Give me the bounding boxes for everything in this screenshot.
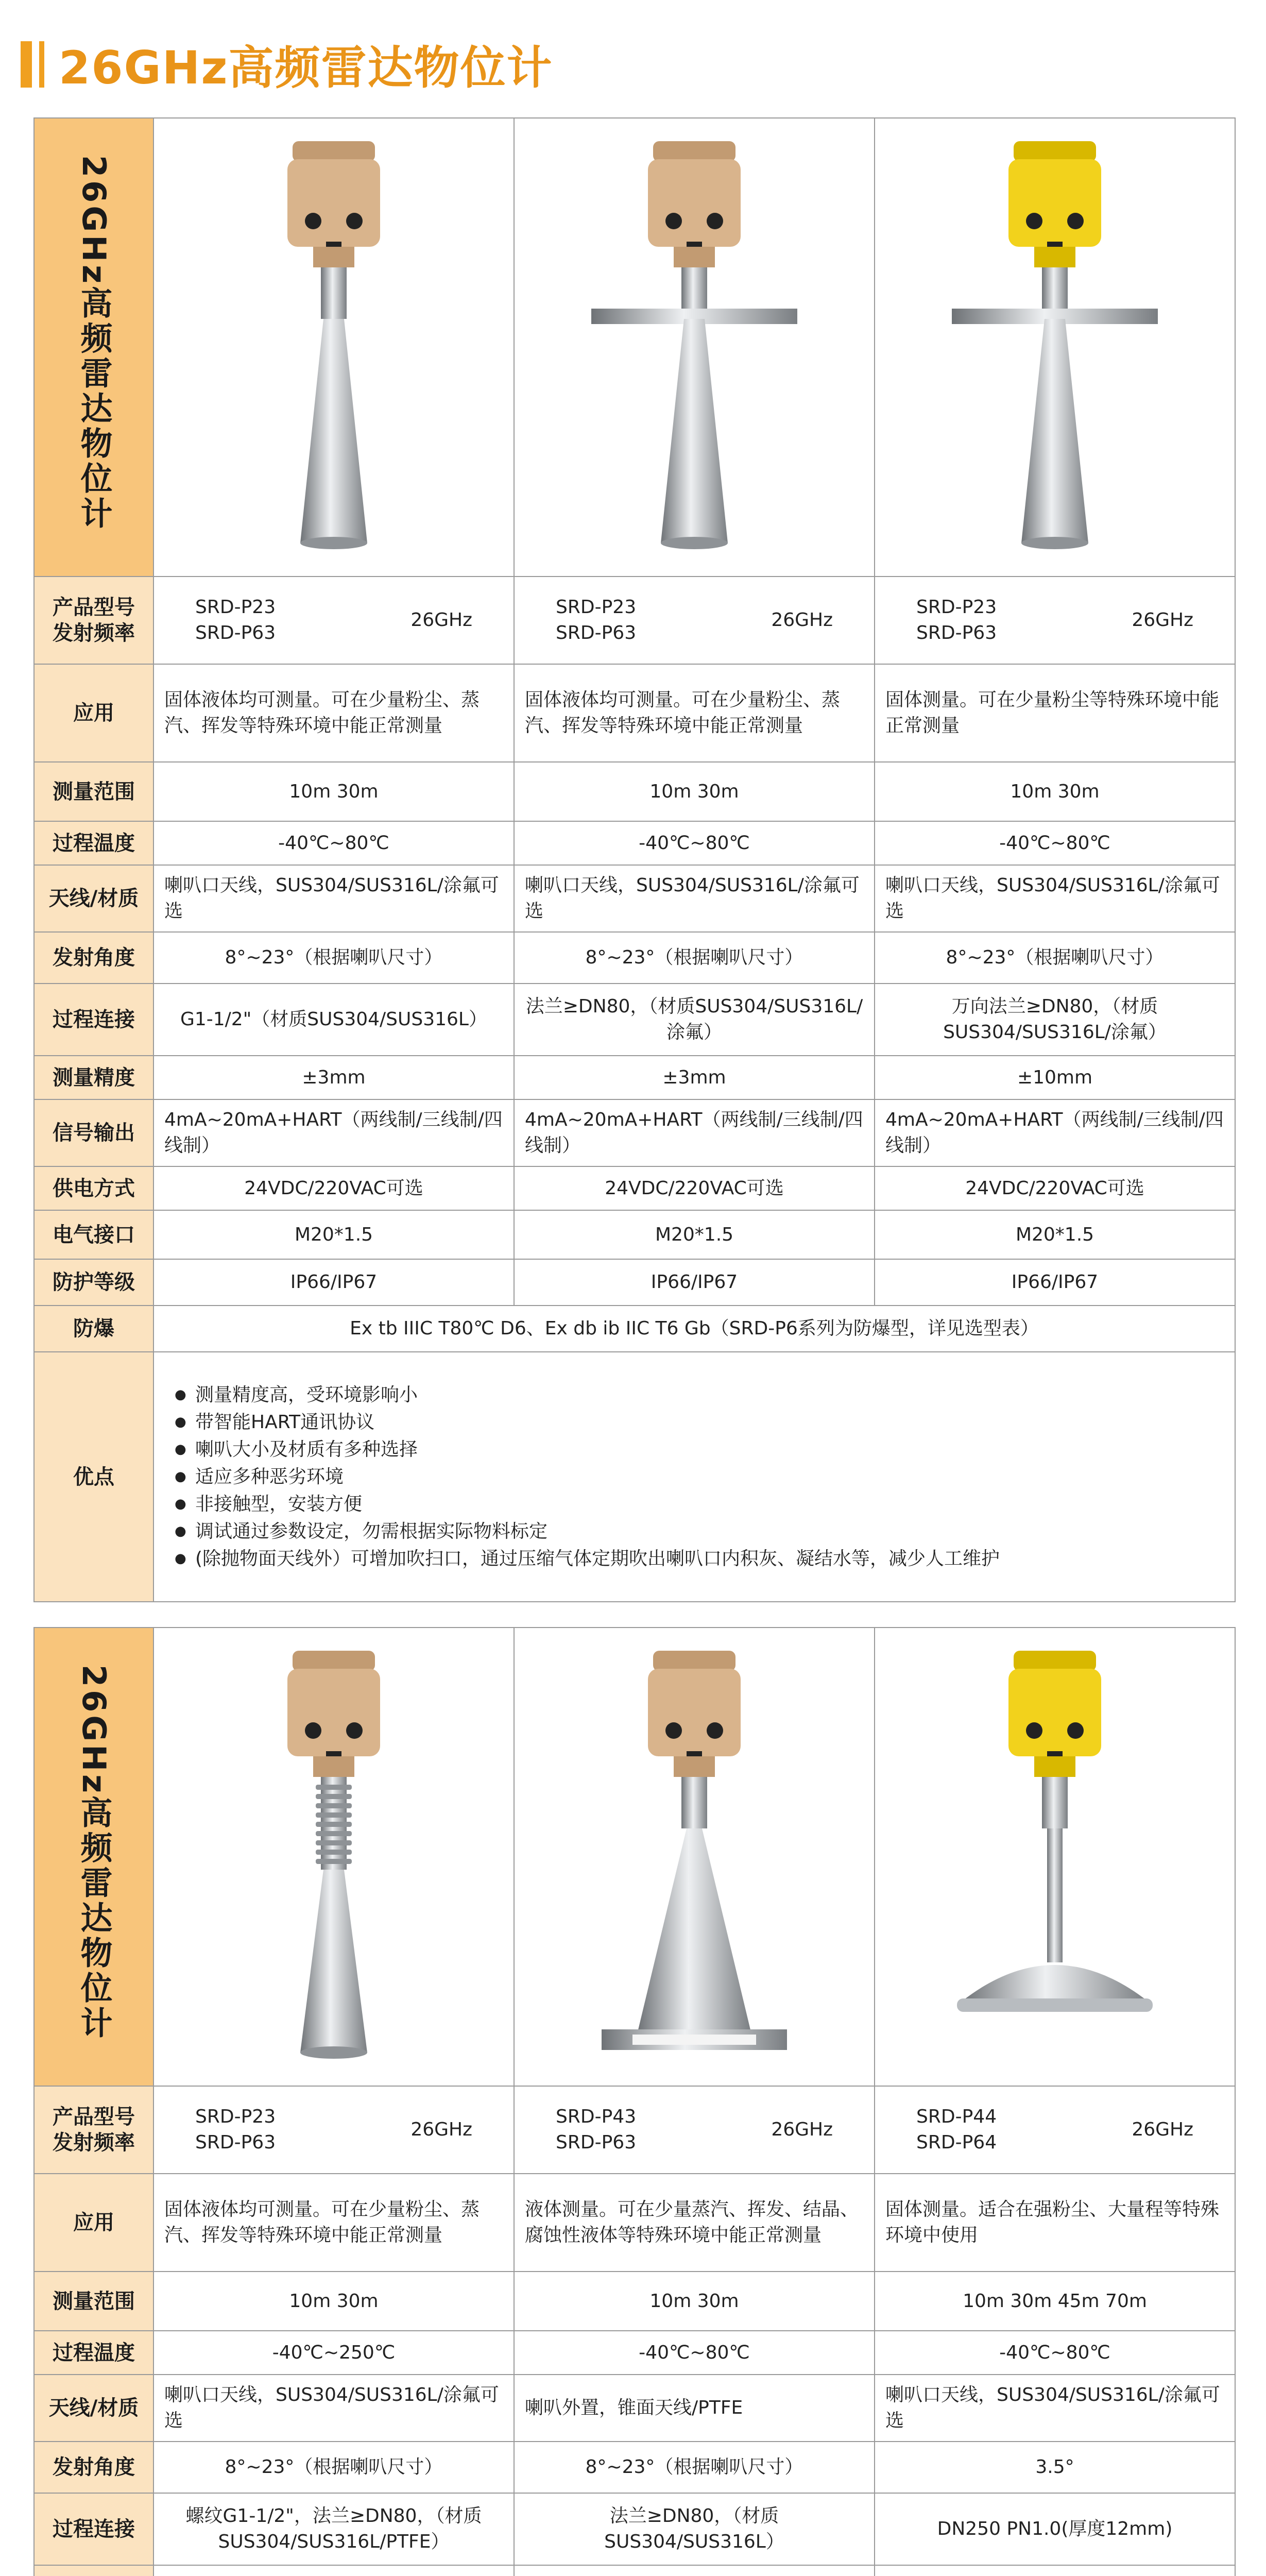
range-value: 10m 30m xyxy=(875,762,1235,821)
temperature-value: -40℃~80℃ xyxy=(514,2331,875,2375)
model-freq-label xyxy=(34,2086,153,2174)
angle-value: 8°~23°（根据喇叭尺寸） xyxy=(514,2442,875,2493)
protection-value: IP66/IP67 xyxy=(153,1259,514,1306)
range-value: 10m 30m xyxy=(514,762,875,821)
product-image-cell xyxy=(875,1628,1235,2086)
spec-table-2 xyxy=(33,1627,1236,2576)
model-number: SRD-P63 xyxy=(195,622,276,643)
angle-value: 8°~23°（根据喇叭尺寸） xyxy=(153,2442,514,2493)
parabolic-antenna-radar-yellow-icon xyxy=(942,1640,1168,2073)
accuracy-value: ±10mm xyxy=(875,1056,1235,1099)
range-row xyxy=(34,2272,1235,2331)
model-number: SRD-P63 xyxy=(556,622,637,643)
model-frequency-cell xyxy=(153,577,514,664)
antenna-label: 天线/材质 xyxy=(34,865,153,932)
connection-value: G1-1/2"（材质SUS304/SUS316L） xyxy=(153,984,514,1056)
range-value: 10m 30m xyxy=(153,762,514,821)
side-title-cell xyxy=(34,118,153,577)
advantage-item: ● 测量精度高，受环境影响小 xyxy=(195,1381,1224,1409)
antenna-row xyxy=(34,2375,1235,2442)
antenna-value: 喇叭口天线，SUS304/SUS316L/涂氟可选 xyxy=(875,865,1235,932)
electric-value: M20*1.5 xyxy=(875,1210,1235,1259)
range-value: 10m 30m xyxy=(153,2272,514,2331)
frequency-value: 26GHz xyxy=(410,2119,472,2140)
application-row xyxy=(34,664,1235,762)
connection-value: 法兰≥DN80，（材质SUS304/SUS316L） xyxy=(514,2493,875,2565)
universal-flange-radar-yellow-icon xyxy=(942,131,1168,564)
application-row xyxy=(34,2174,1235,2272)
model-number: SRD-P63 xyxy=(195,2132,276,2153)
application-value: 液体测量。可在少量蒸汽、挥发、结晶、腐蚀性液体等特殊环境中能正常测量 xyxy=(514,2174,875,2272)
connection-value: 万向法兰≥DN80，（材质SUS304/SUS316L/涂氟） xyxy=(875,984,1235,1056)
temperature-label: 过程温度 xyxy=(34,821,153,865)
angle-label: 发射角度 xyxy=(34,932,153,984)
high-temp-horn-radar-beige-icon xyxy=(220,1640,447,2073)
explosion-value: Ex tb IIIC T80℃ D6、Ex db ib IIC T6 Gb（SRD-P6系列为防爆型，详见选型表） xyxy=(153,1306,1235,1352)
model-label: 产品型号 xyxy=(53,2105,135,2129)
signal-label: 信号输出 xyxy=(34,1099,153,1166)
angle-row xyxy=(34,932,1235,984)
page-header xyxy=(21,31,553,98)
range-label: 测量范围 xyxy=(34,2272,153,2331)
signal-row xyxy=(34,1099,1235,1166)
product-image-cell xyxy=(153,118,514,577)
frequency-value: 26GHz xyxy=(1132,609,1193,631)
antenna-value: 喇叭口天线，SUS304/SUS316L/涂氟可选 xyxy=(153,865,514,932)
explosion-row xyxy=(34,1306,1235,1352)
accuracy-value: ±3mm xyxy=(153,1056,514,1099)
side-title: 26GHz高频雷达物位计 xyxy=(75,155,113,532)
model-row xyxy=(34,577,1235,664)
protection-value: IP66/IP67 xyxy=(514,1259,875,1306)
signal-value: 4mA~20mA+HART（两线制/三线制/四线制） xyxy=(875,1099,1235,1166)
power-value: 24VDC/220VAC可选 xyxy=(153,1166,514,1210)
accuracy-row xyxy=(34,2565,1235,2576)
angle-value: 8°~23°（根据喇叭尺寸） xyxy=(875,932,1235,984)
product-image-cell xyxy=(514,1628,875,2086)
electric-value: M20*1.5 xyxy=(514,1210,875,1259)
temperature-value: -40℃~80℃ xyxy=(514,821,875,865)
angle-row xyxy=(34,2442,1235,2493)
image-row xyxy=(34,1628,1235,2086)
page-title: 26GHz高频雷达物位计 xyxy=(59,41,553,94)
model-frequency-cell xyxy=(514,577,875,664)
angle-label: 发射角度 xyxy=(34,2442,153,2493)
power-label: 供电方式 xyxy=(34,1166,153,1210)
model-number: SRD-P44 xyxy=(916,2106,997,2127)
connection-row xyxy=(34,2493,1235,2565)
explosion-label: 防爆 xyxy=(34,1306,153,1352)
power-value: 24VDC/220VAC可选 xyxy=(514,1166,875,1210)
antenna-value: 喇叭外置，锥面天线/PTFE xyxy=(514,2375,875,2442)
model-frequency-cell xyxy=(514,2086,875,2174)
flange-horn-radar-beige-icon xyxy=(581,131,808,564)
temperature-value: -40℃~250℃ xyxy=(153,2331,514,2375)
model-freq-label xyxy=(34,577,153,664)
advantage-item: ● 喇叭大小及材质有多种选择 xyxy=(195,1436,1224,1463)
connection-label: 过程连接 xyxy=(34,2493,153,2565)
advantage-item: ● 调试通过参数设定，勿需根据实际物料标定 xyxy=(195,1518,1224,1545)
model-number: SRD-P23 xyxy=(556,597,637,618)
advantages-list xyxy=(164,1371,1224,1583)
angle-value: 3.5° xyxy=(875,2442,1235,2493)
range-value: 10m 30m xyxy=(514,2272,875,2331)
antenna-value: 喇叭口天线，SUS304/SUS316L/涂氟可选 xyxy=(514,865,875,932)
frequency-value: 26GHz xyxy=(771,2119,833,2140)
application-label: 应用 xyxy=(34,664,153,762)
model-frequency-cell xyxy=(875,577,1235,664)
advantage-item: ● 非接触型，安装方便 xyxy=(195,1490,1224,1518)
temperature-label: 过程温度 xyxy=(34,2331,153,2375)
application-label: 应用 xyxy=(34,2174,153,2272)
range-row xyxy=(34,762,1235,821)
frequency-value: 26GHz xyxy=(1132,2119,1193,2140)
antenna-label: 天线/材质 xyxy=(34,2375,153,2442)
model-row xyxy=(34,2086,1235,2174)
frequency-label: 发射频率 xyxy=(53,621,135,645)
product-image-cell xyxy=(153,1628,514,2086)
antenna-row xyxy=(34,865,1235,932)
range-label: 测量范围 xyxy=(34,762,153,821)
title-accent-bars xyxy=(21,41,44,88)
accuracy-value xyxy=(514,2565,875,2576)
side-title: 26GHz高频雷达物位计 xyxy=(75,1665,113,2042)
accuracy-row xyxy=(34,1056,1235,1099)
side-title-cell xyxy=(34,1628,153,2086)
angle-value: 8°~23°（根据喇叭尺寸） xyxy=(514,932,875,984)
accuracy-value xyxy=(153,2565,514,2576)
frequency-value: 26GHz xyxy=(771,609,833,631)
temperature-value: -40℃~80℃ xyxy=(875,2331,1235,2375)
horn-antenna-radar-beige-icon xyxy=(220,131,447,564)
application-value: 固体液体均可测量。可在少量粉尘、蒸汽、挥发等特殊环境中能正常测量 xyxy=(153,664,514,762)
model-number: SRD-P23 xyxy=(195,2106,276,2127)
advantages-cell xyxy=(153,1352,1235,1602)
electric-value: M20*1.5 xyxy=(153,1210,514,1259)
model-label: 产品型号 xyxy=(53,596,135,619)
temperature-value: -40℃~80℃ xyxy=(875,821,1235,865)
model-number: SRD-P64 xyxy=(916,2132,997,2153)
application-value: 固体测量。适合在强粉尘、大量程等特殊环境中使用 xyxy=(875,2174,1235,2272)
range-value: 10m 30m 45m 70m xyxy=(875,2272,1235,2331)
electric-label: 电气接口 xyxy=(34,1210,153,1259)
spec-table-1 xyxy=(33,117,1236,1602)
application-value: 固体测量。可在少量粉尘等特殊环境中能正常测量 xyxy=(875,664,1235,762)
temperature-row xyxy=(34,2331,1235,2375)
product-image-cell xyxy=(514,118,875,577)
image-row xyxy=(34,118,1235,577)
product-image-cell xyxy=(875,118,1235,577)
model-frequency-cell xyxy=(875,2086,1235,2174)
model-number: SRD-P63 xyxy=(916,622,997,643)
connection-label: 过程连接 xyxy=(34,984,153,1056)
application-value: 固体液体均可测量。可在少量粉尘、蒸汽、挥发等特殊环境中能正常测量 xyxy=(153,2174,514,2272)
advantage-item: ● (除抛物面天线外）可增加吹扫口，通过压缩气体定期吹出喇叭口内积灰、凝结水等，减少人工维护 xyxy=(195,1545,1224,1572)
model-number: SRD-P43 xyxy=(556,2106,637,2127)
signal-value: 4mA~20mA+HART（两线制/三线制/四线制） xyxy=(153,1099,514,1166)
model-number: SRD-P23 xyxy=(195,597,276,618)
protection-row xyxy=(34,1259,1235,1306)
antenna-value: 喇叭口天线，SUS304/SUS316L/涂氟可选 xyxy=(153,2375,514,2442)
connection-value: DN250 PN1.0(厚度12mm) xyxy=(875,2493,1235,2565)
model-number: SRD-P63 xyxy=(556,2132,637,2153)
advantages-label: 优点 xyxy=(34,1352,153,1602)
application-value: 固体液体均可测量。可在少量粉尘、蒸汽、挥发等特殊环境中能正常测量 xyxy=(514,664,875,762)
antenna-value: 喇叭口天线，SUS304/SUS316L/涂氟可选 xyxy=(875,2375,1235,2442)
model-frequency-cell xyxy=(153,2086,514,2174)
temperature-value: -40℃~80℃ xyxy=(153,821,514,865)
accuracy-label xyxy=(34,2565,153,2576)
power-value: 24VDC/220VAC可选 xyxy=(875,1166,1235,1210)
angle-value: 8°~23°（根据喇叭尺寸） xyxy=(153,932,514,984)
protection-label: 防护等级 xyxy=(34,1259,153,1306)
advantage-item: ● 带智能HART通讯协议 xyxy=(195,1409,1224,1436)
accuracy-value: ±3mm xyxy=(514,1056,875,1099)
electric-row xyxy=(34,1210,1235,1259)
signal-value: 4mA~20mA+HART（两线制/三线制/四线制） xyxy=(514,1099,875,1166)
accuracy-label: 测量精度 xyxy=(34,1056,153,1099)
frequency-label: 发射频率 xyxy=(53,2131,135,2155)
frequency-value: 26GHz xyxy=(410,609,472,631)
cone-antenna-radar-beige-icon xyxy=(581,1640,808,2073)
advantage-item: ● 适应多种恶劣环境 xyxy=(195,1463,1224,1490)
protection-value: IP66/IP67 xyxy=(875,1259,1235,1306)
temperature-row xyxy=(34,821,1235,865)
model-number: SRD-P23 xyxy=(916,597,997,618)
connection-row xyxy=(34,984,1235,1056)
connection-value: 法兰≥DN80，（材质SUS304/SUS316L/涂氟） xyxy=(514,984,875,1056)
power-row xyxy=(34,1166,1235,1210)
accuracy-value xyxy=(875,2565,1235,2576)
connection-value: 螺纹G1-1/2"，法兰≥DN80，（材质SUS304/SUS316L/PTFE） xyxy=(153,2493,514,2565)
advantages-row xyxy=(34,1352,1235,1602)
